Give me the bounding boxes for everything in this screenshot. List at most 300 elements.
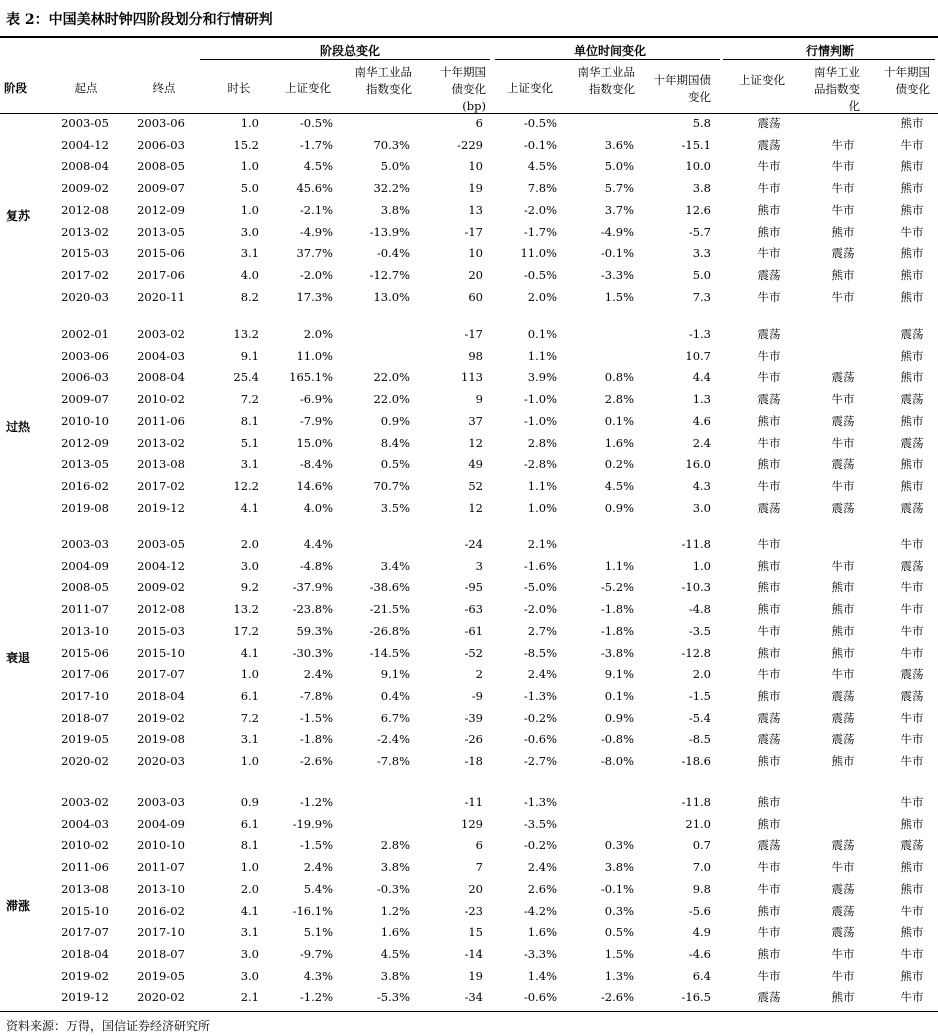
table-cell-bond-change-bp: 12 [468,500,483,515]
table-cell-bond-change-bp: 15 [468,925,483,940]
group-header-unit: 单位时间变化 [573,44,646,58]
table-cell-end-date: 2013-02 [137,435,185,450]
table-cell-unit-bond-change: 21.0 [685,816,711,831]
table-cell-unit-sh-change: 0.1% [527,327,557,341]
table-cell-unit-bond-change: -3.5 [688,623,711,638]
table-cell-unit-nanhua-change: -5.2% [600,580,634,595]
table-cell-unit-sh-change: -3.5% [523,816,557,831]
table-cell-nanhua-change: 2.8% [380,838,410,853]
table-cell-judge-bond: 牛市 [900,903,924,918]
table-cell-end-date: 2003-06 [137,116,185,130]
table-cell-start-date: 2011-06 [61,860,109,875]
table-cell-duration: 1.0 [240,754,259,768]
table-cell-start-date: 2018-04 [61,946,109,961]
table-cell-start-date: 2002-01 [61,327,109,341]
table-cell-start-date: 2020-03 [61,289,109,304]
table-cell-start-date: 2010-10 [61,413,109,428]
table-cell-nanhua-change: 0.4% [380,688,410,703]
table-cell-judge-bond: 熊市 [900,457,924,472]
table-cell-judge-bond: 牛市 [900,645,924,660]
table-cell-sh-change: -19.9% [292,816,333,831]
table-cell-judge-bond: 熊市 [900,116,924,130]
table-cell-judge-nanhua: 熊市 [831,267,855,282]
table-cell-unit-sh-change: 2.0% [527,289,557,304]
table-cell-unit-bond-change: 1.0 [692,558,711,573]
table-cell-bond-change-bp: -14 [464,946,483,961]
table-cell-judge-sh: 熊市 [757,580,781,595]
table-cell-unit-bond-change: 4.6 [692,413,711,428]
table-cell-start-date: 2003-03 [61,537,109,551]
table-cell-sh-change: -2.6% [299,754,333,768]
table-cell-bond-change-bp: 129 [461,816,483,831]
stage-label: 衰退 [6,651,31,666]
table-cell-unit-nanhua-change: 0.2% [604,457,634,472]
table-cell-unit-nanhua-change: 1.6% [604,435,634,450]
table-cell-bond-change-bp: -17 [464,224,483,239]
table-cell-sh-change: 165.1% [289,370,333,385]
table-cell-duration: 3.1 [240,457,259,472]
table-cell-start-date: 2019-05 [61,732,109,747]
table-cell-duration: 13.2 [233,327,259,341]
table-cell-nanhua-change: 22.0% [373,392,410,407]
table-cell-judge-sh: 牛市 [757,537,781,551]
table-cell-judge-bond: 震荡 [900,500,924,515]
table-cell-end-date: 2011-07 [137,860,185,875]
table-cell-judge-nanhua: 牛市 [831,137,855,152]
table-cell-judge-sh: 牛市 [757,478,781,493]
table-cell-start-date: 2006-03 [61,370,109,385]
table-cell-start-date: 2013-10 [61,623,109,638]
table-cell-judge-sh: 熊市 [757,903,781,918]
table-cell-bond-change-bp: 113 [461,370,483,385]
column-header-1: 起点 [74,81,98,95]
table-cell-sh-change: -8.4% [299,457,333,472]
table-cell-sh-change: -6.9% [299,392,333,407]
table-cell-sh-change: -7.8% [299,688,333,703]
table-cell-judge-bond: 牛市 [900,623,924,638]
table-cell-unit-bond-change: -5.4 [688,710,711,725]
table-cell-start-date: 2012-08 [61,202,109,217]
table-cell-end-date: 2017-10 [137,925,185,940]
table-cell-bond-change-bp: 12 [468,435,483,450]
table-cell-judge-sh: 牛市 [757,289,781,304]
table-cell-judge-nanhua: 震荡 [831,500,855,515]
table-cell-duration: 6.1 [240,816,259,831]
table-cell-judge-bond: 熊市 [900,267,924,282]
table-cell-end-date: 2003-05 [137,537,185,551]
table-cell-start-date: 2015-03 [61,246,109,261]
table-cell-start-date: 2016-02 [61,478,109,493]
table-cell-nanhua-change: -7.8% [376,754,410,768]
table-cell-duration: 12.2 [233,478,259,493]
table-cell-unit-bond-change: -12.8 [681,645,711,660]
table-cell-unit-bond-change: 2.0 [692,667,711,682]
table-cell-judge-nanhua: 牛市 [831,968,855,983]
table-cell-unit-nanhua-change: 3.7% [604,202,634,217]
table-cell-bond-change-bp: 6 [475,838,483,853]
table-cell-nanhua-change: 3.5% [380,500,410,515]
table-cell-duration: 4.1 [240,500,259,515]
table-cell-end-date: 2017-07 [137,667,185,682]
table-cell-judge-nanhua: 震荡 [831,688,855,703]
table-cell-nanhua-change: 1.6% [380,925,410,940]
table-cell-end-date: 2018-04 [137,688,185,703]
table-cell-judge-sh: 牛市 [757,348,781,363]
table-cell-judge-nanhua: 震荡 [831,413,855,428]
group-header-total: 阶段总变化 [319,44,380,58]
table-cell-duration: 4.0 [240,267,259,282]
table-cell-duration: 1.0 [240,116,259,130]
table-cell-nanhua-change: 5.0% [380,159,410,174]
table-cell-bond-change-bp: 49 [468,457,483,472]
table-cell-judge-sh: 熊市 [757,754,781,768]
table-cell-bond-change-bp: 10 [468,246,483,261]
table-cell-unit-sh-change: -1.0% [523,392,557,407]
table-cell-unit-bond-change: 7.3 [692,289,711,304]
table-cell-sh-change: -4.8% [299,558,333,573]
table-cell-start-date: 2012-09 [61,435,109,450]
table-cell-unit-nanhua-change: 0.5% [604,925,634,940]
table-cell-sh-change: -1.5% [299,710,333,725]
table-cell-unit-bond-change: -16.5 [681,990,711,1005]
table-cell-nanhua-change: 9.1% [380,667,410,682]
table-cell-unit-nanhua-change: -1.8% [600,602,634,617]
table-cell-judge-nanhua: 震荡 [831,925,855,940]
table-cell-judge-bond: 牛市 [900,137,924,152]
table-cell-duration: 17.2 [233,623,259,638]
table-cell-nanhua-change: 32.2% [373,181,410,196]
table-cell-start-date: 2013-05 [61,457,109,472]
table-cell-unit-sh-change: -1.3% [523,688,557,703]
table-cell-unit-nanhua-change: 3.6% [604,137,634,152]
table-cell-judge-bond: 熊市 [900,202,924,217]
table-cell-sh-change: 4.5% [303,159,333,174]
table-cell-start-date: 2009-07 [61,392,109,407]
table-cell-unit-bond-change: 7.0 [692,860,711,875]
table-cell-unit-sh-change: -2.7% [523,754,557,768]
table-cell-duration: 3.1 [240,246,259,261]
table-cell-judge-nanhua: 牛市 [831,558,855,573]
table-cell-judge-bond: 熊市 [900,348,924,363]
table-cell-end-date: 2019-12 [137,500,185,515]
table-cell-judge-bond: 震荡 [900,838,924,853]
table-cell-nanhua-change: 3.8% [380,860,410,875]
table-cell-unit-bond-change: -4.8 [688,602,711,617]
table-cell-nanhua-change: 3.8% [380,968,410,983]
column-header-2: 终点 [152,81,176,95]
table-cell-unit-sh-change: -0.5% [523,267,557,282]
table-cell-unit-nanhua-change: 1.5% [604,946,634,961]
table-cell-judge-bond: 熊市 [900,289,924,304]
table-cell-judge-sh: 震荡 [757,732,781,747]
table-cell-bond-change-bp: -26 [464,732,483,747]
table-cell-judge-nanhua: 熊市 [831,645,855,660]
table-cell-judge-nanhua: 牛市 [831,159,855,174]
table-cell-end-date: 2020-03 [137,754,185,768]
table-cell-unit-sh-change: 2.7% [527,623,557,638]
table-cell-unit-nanhua-change: 4.5% [604,478,634,493]
table-cell-duration: 9.1 [240,348,259,363]
table-cell-nanhua-change: 8.4% [380,435,410,450]
column-header-6: 十年期国债变化(bp) [440,65,486,113]
group-header-judge: 行情判断 [805,44,854,58]
table-cell-unit-nanhua-change: 0.9% [604,500,634,515]
source-note: 资料来源：万得，国信证券经济研究所 [6,1019,211,1033]
table-cell-unit-bond-change: 6.4 [692,968,711,983]
table-cell-judge-nanhua: 震荡 [831,732,855,747]
header-rule [0,113,938,114]
table-cell-duration: 7.2 [240,392,259,407]
table-cell-unit-bond-change: 0.7 [692,838,711,853]
table-cell-unit-nanhua-change: 5.7% [604,181,634,196]
table-cell-duration: 3.0 [240,968,259,983]
table-cell-sh-change: 4.3% [303,968,333,983]
table-cell-end-date: 2008-04 [137,370,185,385]
table-cell-unit-bond-change: 4.9 [692,925,711,940]
table-cell-bond-change-bp: -229 [457,137,483,152]
table-cell-judge-nanhua: 牛市 [831,667,855,682]
table-cell-unit-sh-change: 1.6% [527,925,557,940]
table-cell-end-date: 2006-03 [137,137,185,152]
table-cell-unit-bond-change: -10.3 [681,580,711,595]
table-cell-end-date: 2003-02 [137,327,185,341]
table-cell-end-date: 2009-02 [137,580,185,595]
table-cell-unit-bond-change: 3.3 [692,246,711,261]
table-cell-start-date: 2019-02 [61,968,109,983]
table-cell-sh-change: -2.1% [299,202,333,217]
table-cell-judge-sh: 震荡 [757,710,781,725]
table-cell-start-date: 2003-05 [61,116,109,130]
table-cell-judge-nanhua: 震荡 [831,370,855,385]
table-cell-sh-change: 2.4% [303,860,333,875]
table-cell-judge-sh: 震荡 [757,990,781,1005]
table-cell-end-date: 2016-02 [137,903,185,918]
table-cell-end-date: 2011-06 [137,413,185,428]
table-cell-judge-sh: 牛市 [757,435,781,450]
table-cell-unit-sh-change: 1.1% [527,348,557,363]
table-cell-judge-bond: 熊市 [900,925,924,940]
table-cell-nanhua-change: -26.8% [369,623,410,638]
table-cell-nanhua-change: 0.5% [380,457,410,472]
table-cell-judge-bond: 熊市 [900,181,924,196]
table-cell-end-date: 2013-05 [137,224,185,239]
table-cell-unit-bond-change: 2.4 [692,435,711,450]
table-cell-judge-nanhua: 震荡 [831,838,855,853]
table-cell-unit-nanhua-change: -8.0% [600,754,634,768]
table-cell-duration: 13.2 [233,602,259,617]
table-cell-unit-nanhua-change: -4.9% [600,224,634,239]
table-cell-duration: 3.1 [240,732,259,747]
table-cell-duration: 4.1 [240,903,259,918]
table-cell-judge-bond: 牛市 [900,710,924,725]
table-cell-duration: 2.1 [240,990,259,1005]
table-cell-end-date: 2010-10 [137,838,185,853]
table-cell-end-date: 2017-02 [137,478,185,493]
table-cell-bond-change-bp: 13 [468,202,483,217]
table-cell-unit-nanhua-change: -3.3% [600,267,634,282]
table-cell-sh-change: -1.2% [299,990,333,1005]
table-cell-duration: 1.0 [240,667,259,682]
table-cell-nanhua-change: 1.2% [380,903,410,918]
table-cell-start-date: 2018-07 [61,710,109,725]
table-cell-judge-bond: 牛市 [900,224,924,239]
table-cell-nanhua-change: -2.4% [376,732,410,747]
table-cell-bond-change-bp: 19 [468,968,483,983]
table-cell-duration: 25.4 [233,370,259,385]
table-cell-start-date: 2010-02 [61,838,109,853]
table-cell-sh-change: -1.8% [299,732,333,747]
table-cell-judge-bond: 熊市 [900,816,924,831]
table-cell-judge-bond: 牛市 [900,732,924,747]
table-cell-start-date: 2020-02 [61,754,109,768]
table-cell-unit-nanhua-change: 1.1% [604,558,634,573]
table-cell-unit-sh-change: -4.2% [523,903,557,918]
table-cell-start-date: 2009-02 [61,181,109,196]
table-cell-unit-nanhua-change: 0.3% [604,838,634,853]
table-cell-unit-bond-change: 5.0 [692,267,711,282]
table-cell-end-date: 2004-09 [137,816,185,831]
table-cell-unit-nanhua-change: 9.1% [604,667,634,682]
table-cell-end-date: 2018-07 [137,946,185,961]
table-cell-start-date: 2003-06 [61,348,109,363]
table-cell-unit-sh-change: 2.8% [527,435,557,450]
table-cell-bond-change-bp: -24 [464,537,483,551]
table-cell-judge-bond: 熊市 [900,159,924,174]
table-cell-sh-change: 59.3% [296,623,333,638]
table-cell-judge-bond: 牛市 [900,602,924,617]
table-cell-duration: 3.0 [240,558,259,573]
table-cell-unit-sh-change: -2.8% [523,457,557,472]
table-cell-bond-change-bp: 20 [468,267,483,282]
table-cell-judge-nanhua: 震荡 [831,457,855,472]
table-cell-unit-nanhua-change: 3.8% [604,860,634,875]
column-header-12: 十年期国债变化 [884,65,930,96]
table-cell-judge-nanhua: 熊市 [831,580,855,595]
group-underline-total [200,59,490,60]
table-cell-duration: 0.9 [240,795,259,809]
table-cell-bond-change-bp: 52 [468,478,483,493]
table-cell-judge-sh: 熊市 [757,816,781,831]
table-cell-nanhua-change: 13.0% [373,289,410,304]
table-cell-unit-sh-change: -1.0% [523,413,557,428]
table-cell-unit-bond-change: 4.4 [692,370,711,385]
table-cell-judge-sh: 熊市 [757,795,781,809]
table-cell-sh-change: 37.7% [296,246,333,261]
table-cell-start-date: 2019-12 [61,990,109,1005]
table-cell-sh-change: 2.0% [303,327,333,341]
table-cell-duration: 7.2 [240,710,259,725]
table-cell-judge-bond: 牛市 [900,946,924,961]
table-cell-unit-nanhua-change: -0.1% [600,881,634,896]
table-cell-duration: 8.1 [240,413,259,428]
table-cell-nanhua-change: -14.5% [369,645,410,660]
table-cell-unit-sh-change: -0.5% [523,116,557,130]
table-cell-end-date: 2019-05 [137,968,185,983]
table-cell-sh-change: 5.4% [303,881,333,896]
table-cell-bond-change-bp: -34 [464,990,483,1005]
table-cell-judge-nanhua: 震荡 [831,903,855,918]
column-header-3: 时长 [227,81,251,95]
table-cell-end-date: 2012-08 [137,602,185,617]
table-cell-judge-nanhua: 牛市 [831,181,855,196]
column-header-9: 十年期国债变化 [653,73,711,104]
table-cell-unit-sh-change: 11.0% [520,246,557,261]
table-cell-end-date: 2008-05 [137,159,185,174]
table-cell-unit-nanhua-change: -0.1% [600,246,634,261]
column-header-8: 南华工业品指数变化 [577,65,635,96]
table-cell-nanhua-change: -13.9% [369,224,410,239]
table-cell-judge-bond: 震荡 [900,392,924,407]
table-cell-judge-sh: 熊市 [757,946,781,961]
table-cell-bond-change-bp: 98 [468,348,483,363]
table-cell-unit-sh-change: -0.6% [523,990,557,1005]
table-cell-bond-change-bp: 3 [475,558,483,573]
table-cell-judge-nanhua: 震荡 [831,710,855,725]
table-cell-judge-bond: 震荡 [900,327,924,341]
table-cell-bond-change-bp: 7 [475,860,483,875]
table-cell-judge-nanhua: 熊市 [831,754,855,768]
table-cell-end-date: 2015-03 [137,623,185,638]
table-cell-unit-sh-change: 1.1% [527,478,557,493]
table-cell-unit-sh-change: -8.5% [523,645,557,660]
table-cell-judge-nanhua: 熊市 [831,623,855,638]
table-cell-nanhua-change: 4.5% [380,946,410,961]
stage-label: 复苏 [6,208,31,223]
table-cell-judge-sh: 熊市 [757,645,781,660]
table-cell-judge-bond: 熊市 [900,881,924,896]
table-cell-unit-sh-change: -0.6% [523,732,557,747]
table-cell-bond-change-bp: 37 [468,413,483,428]
table-cell-unit-sh-change: -2.0% [523,202,557,217]
table-cell-judge-sh: 熊市 [757,224,781,239]
table-cell-unit-sh-change: 2.4% [527,860,557,875]
table-cell-unit-bond-change: 3.8 [692,181,711,196]
column-header-11: 南华工业品指数变化 [814,65,860,113]
table-cell-nanhua-change: 70.7% [373,478,410,493]
table-cell-unit-bond-change: -11.8 [681,537,711,551]
table-cell-bond-change-bp: 60 [468,289,483,304]
table-cell-end-date: 2004-03 [137,348,185,363]
table-cell-unit-sh-change: 2.4% [527,667,557,682]
table-cell-duration: 5.1 [240,435,259,450]
table-cell-end-date: 2003-03 [137,795,185,809]
table-cell-duration: 9.2 [240,580,259,595]
table-cell-unit-sh-change: -1.3% [523,795,557,809]
table-cell-start-date: 2004-12 [61,137,109,152]
table-cell-bond-change-bp: -63 [464,602,483,617]
table-cell-sh-change: -30.3% [292,645,333,660]
table-cell-judge-sh: 牛市 [757,881,781,896]
table-cell-judge-bond: 牛市 [900,754,924,768]
table-cell-end-date: 2020-02 [137,990,185,1005]
table-cell-duration: 5.0 [240,181,259,196]
table-title: 表 2：中国美林时钟四阶段划分和行情研判 [6,12,273,28]
table-cell-judge-bond: 熊市 [900,968,924,983]
table-cell-judge-bond: 熊市 [900,370,924,385]
table-cell-unit-bond-change: -1.5 [688,688,711,703]
table-cell-unit-sh-change: -1.7% [523,224,557,239]
table-cell-bond-change-bp: -23 [464,903,483,918]
table-cell-unit-nanhua-change: -2.6% [600,990,634,1005]
table-cell-unit-bond-change: 4.3 [692,478,711,493]
table-cell-bond-change-bp: -95 [464,580,483,595]
table-cell-sh-change: -1.2% [299,795,333,809]
table-cell-unit-bond-change: -4.6 [688,946,711,961]
table-cell-nanhua-change: -38.6% [369,580,410,595]
table-cell-sh-change: -9.7% [299,946,333,961]
table-cell-judge-sh: 熊市 [757,457,781,472]
table-cell-judge-nanhua: 熊市 [831,224,855,239]
